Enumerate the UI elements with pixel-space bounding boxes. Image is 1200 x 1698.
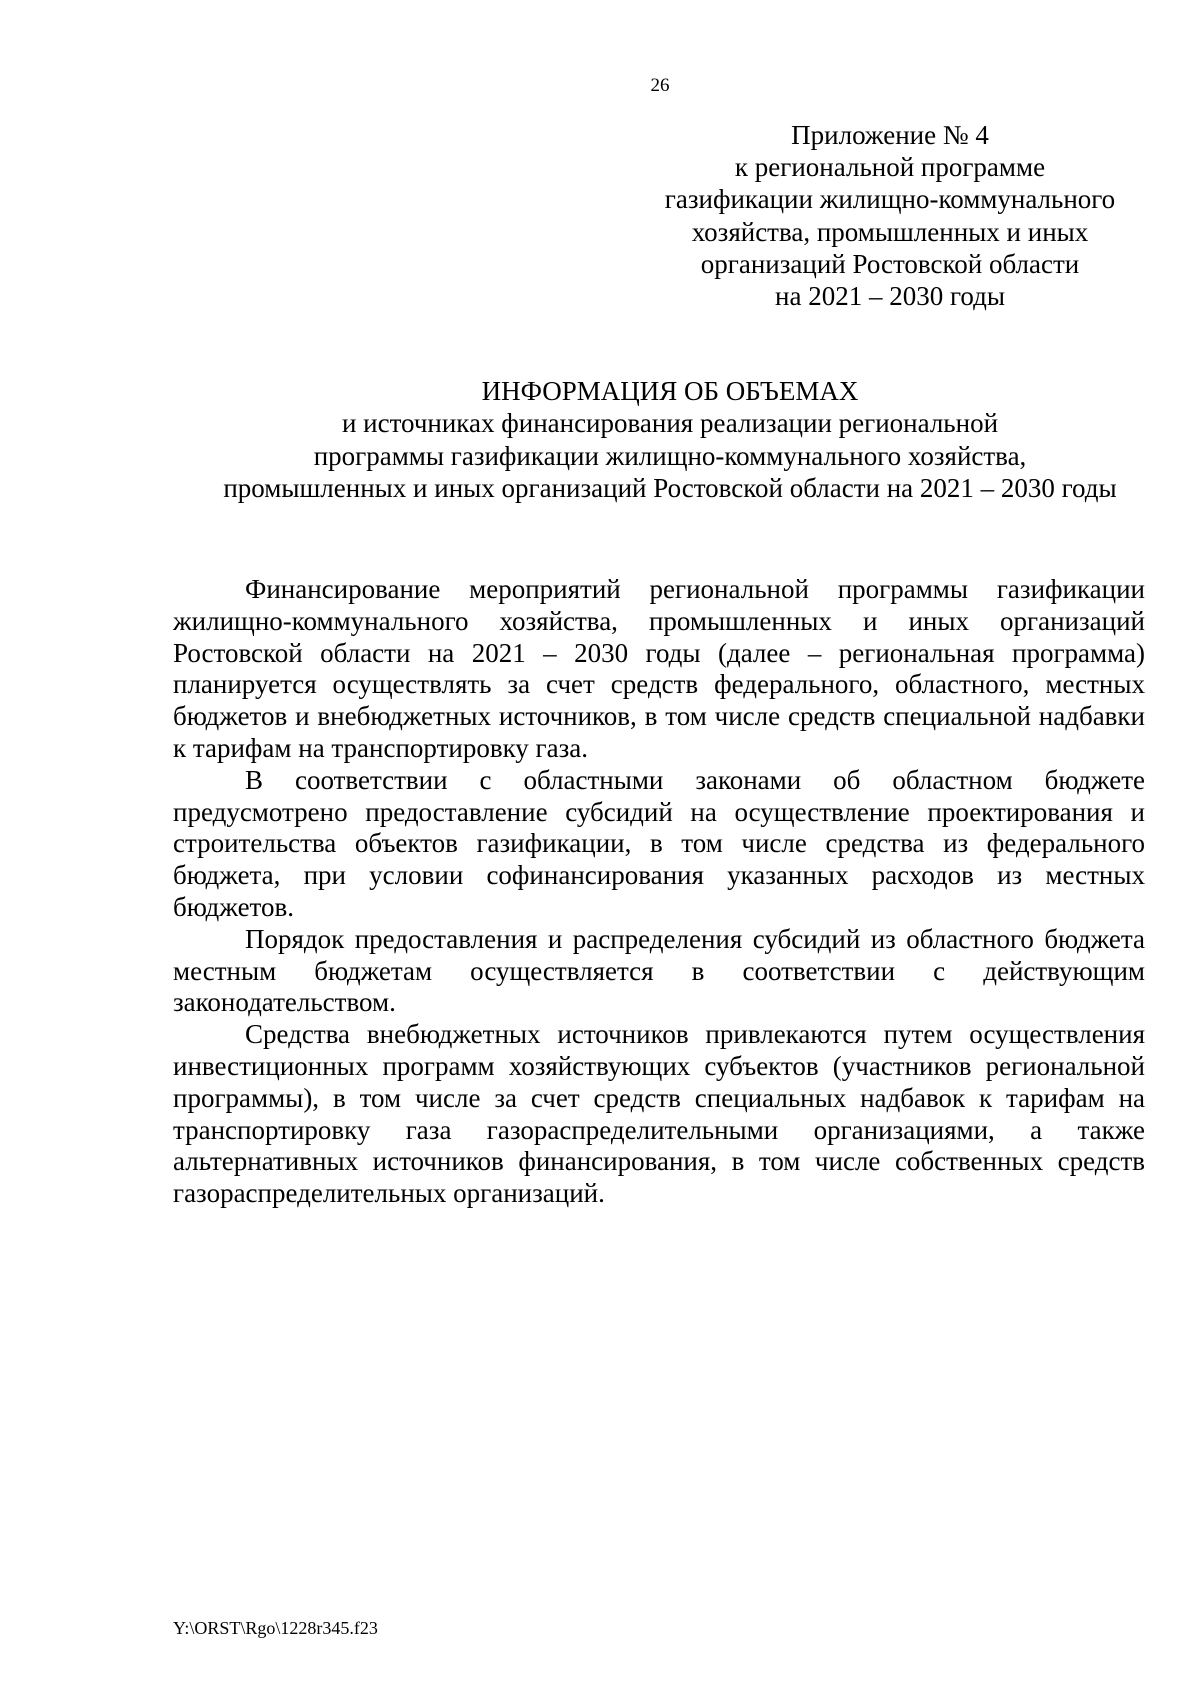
paragraph: Средства внебюджетных источников привлекаются путем осуществления инвестиционных программ хозяйствующих субъектов (участников региональной программы), в том числе за счет средств специальных надбавок к тарифам на транспортировку газа газораспределительными организациями, а также альтернативных источников финансирования, в том числе собственных средств газораспределительных организаций. [173, 1019, 1145, 1209]
paragraph: Финансирование мероприятий региональной программы газификации жилищно-коммунального хозяйства, промышленных и иных организаций Ростовской области на 2021 – 2030 годы (далее – региональная программа) планируется осуществлять за счет средств федерального, областного, местных бюджетов и внебюджетных источников, в том числе средств специальной надбавки к тарифам на транспортировку газа. [173, 574, 1145, 763]
appendix-line: газификации жилищно-коммунального [664, 184, 1116, 215]
appendix-line: на 2021 – 2030 годы [775, 281, 1005, 312]
paragraph: Порядок предоставления и распределения субсидий из областного бюджета местным бюджетам осуществляется в соответствии с действующим законодательством. [173, 923, 1145, 1018]
title-subtitle-line: программы газификации жилищно-коммунального хозяйства, [313, 440, 1027, 471]
footer-file-path: Y:\ORST\Rgo\1228r345.f23 [173, 1618, 378, 1638]
paragraph: В соответствии с областными законами об областном бюджете предусмотрено предоставление субсидий на осуществление проектирования и строительства объектов газификации, в том числе средства из федерального бюджета, при условии софинансирования указанных расходов из местных бюджетов. [173, 764, 1145, 922]
appendix-line: организаций Ростовской области [700, 248, 1080, 279]
appendix-line: хозяйства, промышленных и иных [691, 216, 1089, 247]
body-text [173, 574, 1145, 1210]
document-title [170, 375, 1170, 504]
appendix-line: к региональной программе [734, 152, 1046, 183]
title-subtitle-line: и источниках финансирования реализации региональной [341, 408, 999, 439]
page-number: 26 [650, 75, 670, 96]
title-heading: ИНФОРМАЦИЯ ОБ ОБЪЕМАХ [481, 376, 859, 406]
appendix-line: Приложение № 4 [791, 120, 989, 150]
title-subtitle-line: промышленных и иных организаций Ростовской области на 2021 – 2030 годы [223, 472, 1117, 503]
appendix-block [640, 119, 1140, 312]
